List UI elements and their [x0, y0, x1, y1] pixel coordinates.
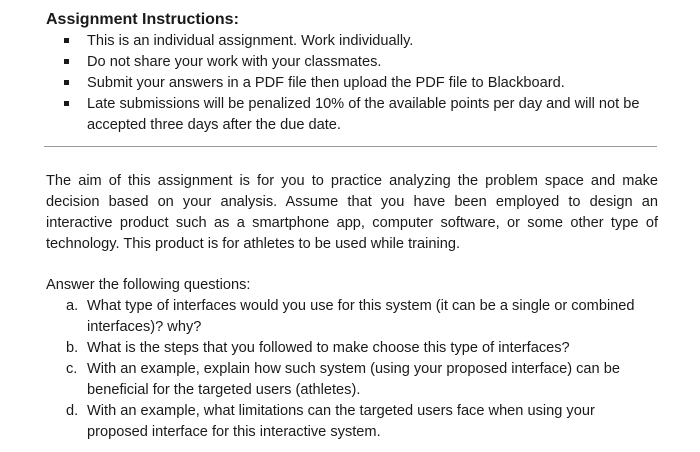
question-item — [66, 338, 658, 359]
questions-list — [66, 296, 658, 443]
bullet-square-icon — [64, 59, 69, 64]
instruction-item: Late submissions will be penalized 10% of the available points per day and will not be accepted three days after the due date. — [64, 94, 664, 136]
question-item — [66, 401, 658, 443]
bullet-square-icon — [64, 101, 69, 106]
instructions-list — [64, 31, 664, 136]
assignment-description: The aim of this assignment is for you to practice analyzing the problem space and make decision based on your analysis. Assume that you have been employed to design an interactive product such as a smartphone app, computer software, or some other type of technology. This product is for athletes to be used while training. — [46, 173, 658, 252]
question-text: With an example, what limitations can the targeted users face when using your proposed interface for this interactive system. — [87, 403, 595, 440]
questions-intro: Answer the following questions: — [46, 277, 251, 293]
instructions-heading: Assignment Instructions: — [46, 11, 239, 28]
bullet-square-icon — [64, 80, 69, 85]
question-text: With an example, explain how such system (using your proposed interface) can be beneficial for the targeted users (athletes). — [87, 361, 620, 398]
question-marker: b. — [66, 340, 79, 356]
question-text: What is the steps that you followed to make choose this type of interfaces? — [87, 340, 570, 356]
question-item — [66, 296, 658, 338]
bullet-square-icon — [64, 38, 69, 43]
question-marker: d. — [66, 403, 79, 419]
section-divider — [44, 146, 657, 147]
question-marker: c. — [66, 361, 78, 377]
instruction-item: Submit your answers in a PDF file then upload the PDF file to Blackboard. — [64, 73, 664, 94]
question-text: What type of interfaces would you use for this system (it can be a single or combined interfaces)? why? — [87, 298, 635, 335]
instruction-item: This is an individual assignment. Work individually. — [64, 31, 664, 52]
instruction-item: Do not share your work with your classmates. — [64, 52, 664, 73]
question-marker: a. — [66, 298, 79, 314]
question-item — [66, 359, 658, 401]
